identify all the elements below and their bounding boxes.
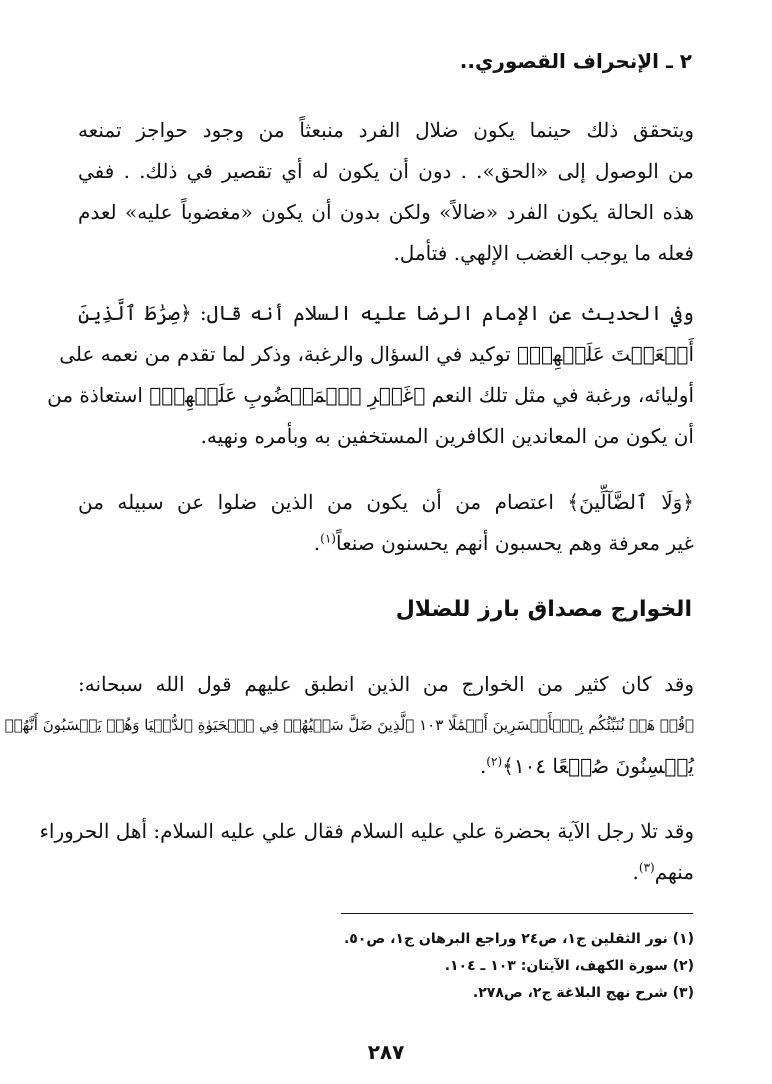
paragraph-line xyxy=(78,523,694,564)
paragraph-line: وفي الحديث عن الإمام الرضا عليه السلام أنه قال: ﴿صِرَٰطَ ٱلَّذِينَ xyxy=(78,301,694,325)
paragraph-line: أن يكون من المعاندين الكافرين المستخفين به وبأمره ونهيه. xyxy=(200,424,694,448)
footnote-divider xyxy=(341,913,693,914)
paragraph-4 xyxy=(4,664,694,787)
footnote-ref: (٢) xyxy=(486,754,503,769)
paragraph-line: من الوصول إلى «الحق». . دون أن يكون له أي تقصير في ذلك. . ففي xyxy=(78,159,694,183)
page-number: ٢٨٧ xyxy=(367,1040,405,1064)
footnotes xyxy=(194,926,694,1007)
paragraph-line: هذه الحالة يكون الفرد «ضالاً» ولكن بدون أن يكون «مغضوباً عليه» لعدم xyxy=(78,200,694,224)
subheading: ٢ ـ الإنحراف القصوري.. xyxy=(459,49,692,73)
paragraph-line: فعله ما يوجب الغضب الإلهي. فتأمل. xyxy=(393,241,694,265)
paragraph-line: أَنۡعَمۡتَ عَلَيۡهِمۡ﴾ توكيد في السؤال والرغبة، وذكر لما تقدم من نعمه على xyxy=(59,342,694,366)
paragraph-line: ﴿وَلَا ٱلضَّآلِّينَ﴾ اعتصام من أن يكون من الذين ضلوا عن سبيله من xyxy=(78,490,694,514)
quran-verse-text: يُحۡسِنُونَ صُنۡعًا ١٠٤﴾ xyxy=(502,754,694,778)
sentence-end: . xyxy=(313,531,321,555)
paragraph-text: منهم xyxy=(654,860,694,884)
footnote-3: (٣) شرح نهج البلاغة ج٢، ص٢٧٨. xyxy=(472,985,694,1001)
paragraph-3 xyxy=(78,482,694,564)
paragraph-line xyxy=(78,852,694,893)
paragraph-5 xyxy=(39,811,694,893)
quran-verse-line: ﴿قُلۡ هَلۡ نُنَبِّئُكُم بِٱلۡأَخۡسَرِينَ أَعۡمَٰلًا ١٠٣ ٱلَّذِينَ ضَلَّ سَعۡيُهُمۡ فِي ٱلۡحَيَوٰةِ ٱلدُّنۡيَا وَهُمۡ يَحۡسَبُونَ أَنَّهُمۡ xyxy=(4,716,694,734)
section-heading: الخوارج مصداق بارز للضلال xyxy=(395,597,692,622)
paragraph-1 xyxy=(78,110,694,274)
paragraph-2 xyxy=(47,293,694,457)
footnote-2: (٢) سورة الكهف، الآيتان: ١٠٣ ـ ١٠٤. xyxy=(444,958,694,974)
quran-verse-line xyxy=(78,746,694,787)
footnote-ref: (١) xyxy=(320,531,336,546)
footnote-ref: (٣) xyxy=(638,860,655,875)
paragraph-line: ويتحقق ذلك حينما يكون ضلال الفرد منبعثاً من وجود حواجز تمنعه xyxy=(78,118,694,142)
paragraph-line: وقد تلا رجل الآية بحضرة علي عليه السلام فقال علي عليه السلام: أهل الحروراء xyxy=(39,819,694,843)
sentence-end: . xyxy=(632,860,639,884)
sentence-end: . xyxy=(479,754,487,778)
paragraph-line: أوليائه، ورغبة في مثل تلك النعم ﴿غَيۡرِ ٱلۡمَغۡضُوبِ عَلَيۡهِمۡ﴾ استعاذة من xyxy=(47,383,694,407)
footnote-1: (١) نور الثقلين ج١، ص٢٤ وراجع البرهان ج١، ص٥٠. xyxy=(343,931,694,947)
paragraph-text: غير معرفة وهم يحسبون أنهم يحسنون صنعاً xyxy=(335,531,694,555)
paragraph-line: وقد كان كثير من الخوارج من الذين انطبق عليهم قول الله سبحانه: xyxy=(78,672,694,696)
